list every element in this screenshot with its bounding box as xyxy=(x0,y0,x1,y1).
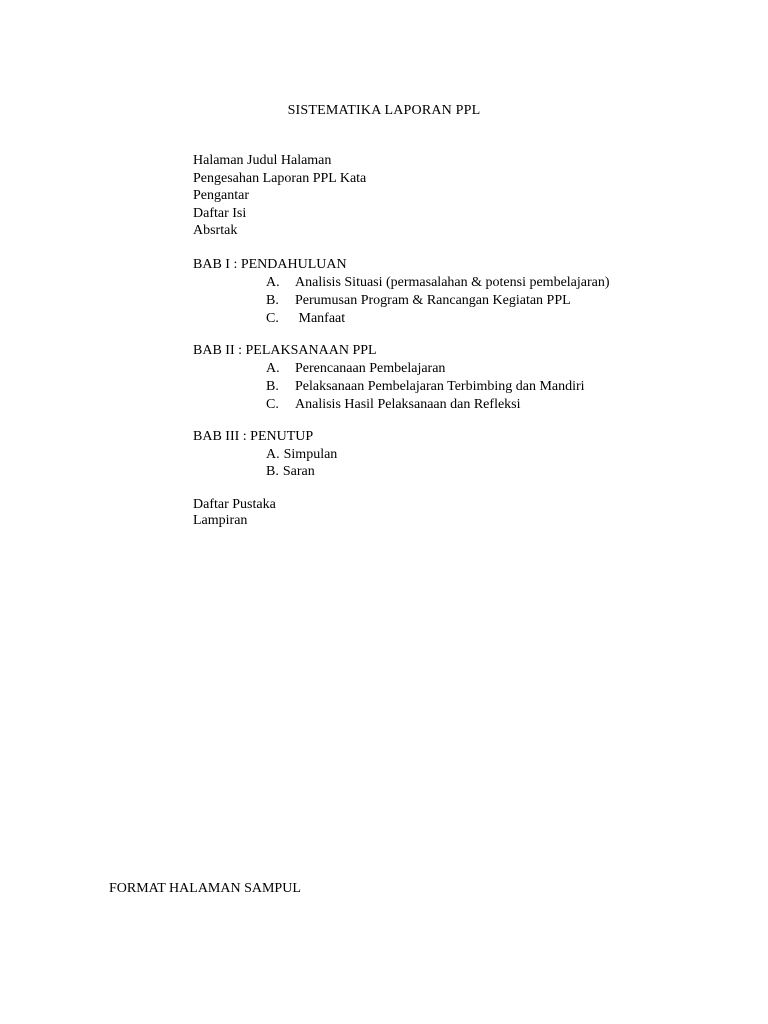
chapter-item xyxy=(266,396,585,414)
footer-heading: FORMAT HALAMAN SAMPUL xyxy=(109,881,301,896)
chapter-heading: BAB III : PENUTUP xyxy=(193,429,314,444)
page-title: SISTEMATIKA LAPORAN PPL xyxy=(287,103,481,118)
front-matter-item: Daftar Isi xyxy=(193,205,247,221)
item-text: Analisis Hasil Pelaksanaan dan Refleksi xyxy=(295,397,521,412)
chapter-item xyxy=(266,292,610,310)
end-matter-item: Daftar Pustaka xyxy=(193,497,276,512)
item-letter: B. xyxy=(266,293,279,308)
item-letter: A. xyxy=(266,447,280,462)
item-letter: A. xyxy=(266,275,280,290)
item-letter: A. xyxy=(266,361,280,376)
item-letter: B. xyxy=(266,379,279,394)
chapter-item xyxy=(266,274,610,292)
item-text: Perencanaan Pembelajaran xyxy=(295,361,446,376)
item-text: Manfaat xyxy=(295,311,346,326)
front-matter-item: Pengesahan Laporan PPL Kata xyxy=(193,170,367,186)
front-matter-list xyxy=(193,152,366,240)
front-matter-item: Absrtak xyxy=(193,223,238,238)
item-letter: C. xyxy=(266,397,279,412)
chapter-3 xyxy=(193,428,337,480)
front-matter-item: Pengantar xyxy=(193,188,249,203)
chapter-item xyxy=(266,378,585,396)
item-text: Pelaksanaan Pembelajaran Terbimbing dan Mandiri xyxy=(295,379,585,394)
item-text: Saran xyxy=(282,464,315,479)
item-text: Analisis Situasi (permasalahan & potensi pembelajaran) xyxy=(295,275,610,290)
chapter-item xyxy=(266,310,610,328)
chapter-heading: BAB II : PELAKSANAAN PPL xyxy=(193,343,377,358)
end-matter-list xyxy=(193,496,276,528)
front-matter-item: Halaman Judul Halaman xyxy=(193,153,332,168)
chapter-item xyxy=(266,463,337,480)
item-letter: C. xyxy=(266,311,279,326)
item-text: Perumusan Program & Rancangan Kegiatan PPL xyxy=(295,293,571,308)
end-matter-item: Lampiran xyxy=(193,513,248,528)
item-text: Simpulan xyxy=(283,447,338,462)
chapter-item xyxy=(266,360,585,378)
chapter-2 xyxy=(193,342,585,414)
chapter-heading: BAB I : PENDAHULUAN xyxy=(193,257,347,272)
chapter-1 xyxy=(193,256,610,328)
item-letter: B. xyxy=(266,464,279,479)
chapter-item xyxy=(266,446,337,463)
